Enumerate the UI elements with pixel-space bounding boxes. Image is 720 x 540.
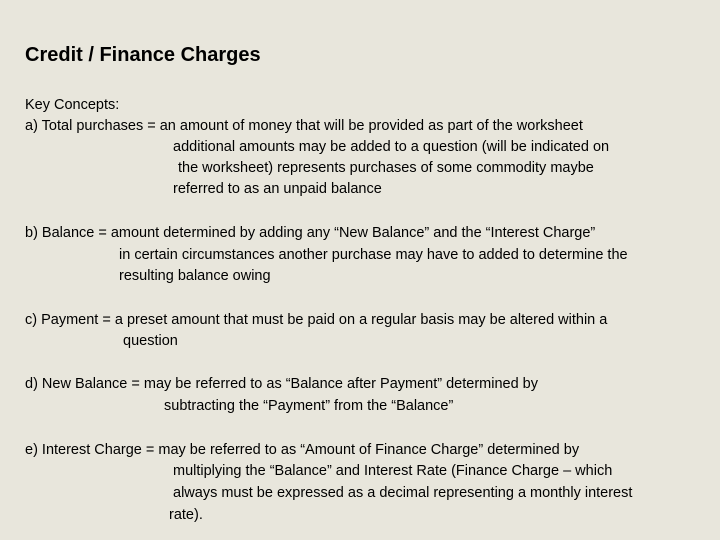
concept-line: d) New Balance = may be referred to as “Balance after Payment” determined by — [25, 376, 538, 392]
concept-line: always must be expressed as a decimal representing a monthly interest — [173, 485, 633, 501]
slide-title: Credit / Finance Charges — [25, 44, 261, 66]
concept-line: additional amounts may be added to a question (will be indicated on — [173, 139, 610, 155]
concept-line: multiplying the “Balance” and Interest Rate (Finance Charge – which — [173, 463, 613, 479]
concept-line: a) Total purchases = an amount of money that will be provided as part of the worksheet — [25, 118, 583, 134]
concept-line: resulting balance owing — [119, 268, 271, 284]
concept-line: b) Balance = amount determined by adding any “New Balance” and the “Interest Charge” — [25, 225, 596, 241]
concept-line: referred to as an unpaid balance — [173, 181, 382, 197]
concept-line: c) Payment = a preset amount that must be paid on a regular basis may be altered within a — [25, 312, 608, 328]
concept-line: subtracting the “Payment” from the “Balance” — [164, 398, 454, 414]
concept-line: question — [123, 333, 178, 349]
key-concepts-label: Key Concepts: — [25, 97, 120, 113]
concept-line: e) Interest Charge = may be referred to as “Amount of Finance Charge” determined by — [25, 442, 580, 458]
concept-line: the worksheet) represents purchases of some commodity maybe — [178, 160, 594, 176]
concept-line: in certain circumstances another purchase may have to added to determine the — [119, 247, 628, 263]
concept-line: rate). — [169, 507, 203, 523]
